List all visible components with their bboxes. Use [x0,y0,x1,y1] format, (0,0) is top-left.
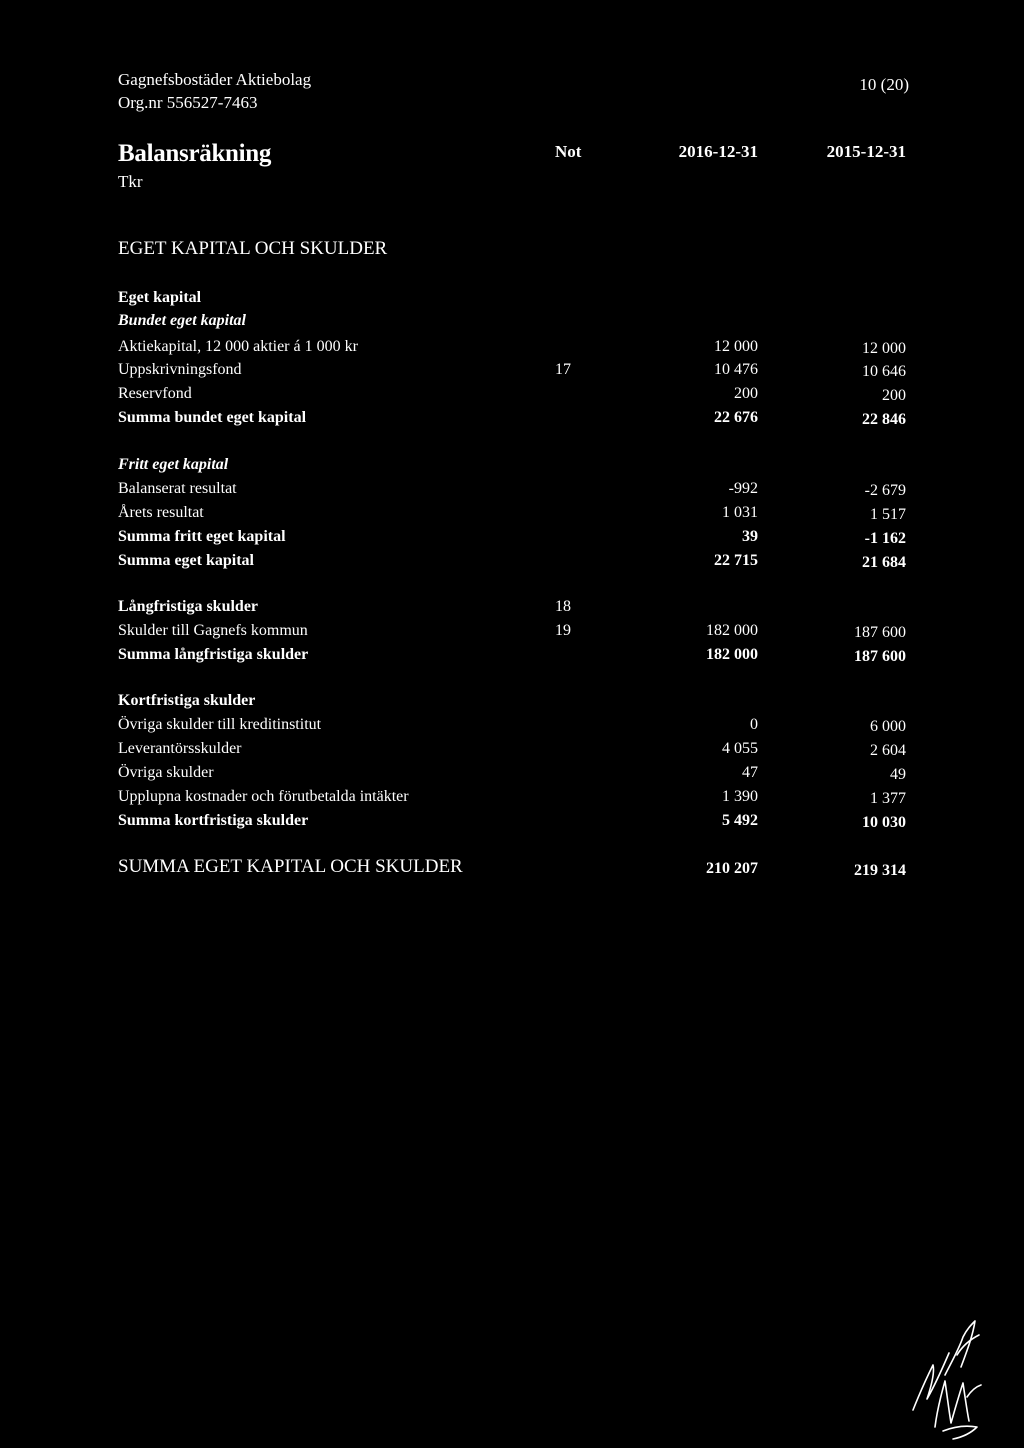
row-value-2015: 187 600 [854,624,906,641]
heading-langfristiga: Långfristiga skulder [118,598,259,615]
row-label: Summa bundet eget kapital [118,409,307,426]
row-value-2016: 47 [742,764,758,781]
company-name: Gagnefsbostäder Aktiebolag [118,70,312,89]
row-value-2016: 1 031 [722,504,758,521]
page-number: 10 (20) [859,75,909,94]
total-label: SUMMA EGET KAPITAL OCH SKULDER [118,856,463,877]
row-value-2016: 182 000 [706,646,758,663]
row-value-2016: 200 [734,385,758,402]
row-label: Uppskrivningsfond [118,361,242,378]
row-label: Årets resultat [118,504,204,521]
row-value-2015: 12 000 [862,340,906,357]
row-value-2015: -2 679 [864,482,906,499]
subheading-fritt: Fritt eget kapital [118,456,229,473]
row-value-2015: -1 162 [864,530,906,547]
row-label: Övriga skulder [118,764,214,781]
row-value-2015: 1 517 [870,506,906,523]
row-label: Leverantörsskulder [118,740,242,757]
total-value-2016: 210 207 [706,860,758,877]
row-label: Reservfond [118,385,192,402]
row-note: 19 [555,622,571,639]
unit-label: Tkr [118,172,143,191]
row-value-2015: 22 846 [862,411,906,428]
row-value-2015: 2 604 [870,742,906,759]
row-note: 18 [555,598,571,615]
row-value-2016: 5 492 [722,812,758,829]
col-header-2015: 2015-12-31 [826,142,906,161]
row-label: Skulder till Gagnefs kommun [118,622,308,639]
row-label: Summa långfristiga skulder [118,646,309,663]
col-header-2016: 2016-12-31 [678,142,758,161]
col-header-not: Not [555,142,582,161]
row-value-2016: 0 [750,716,758,733]
row-value-2015: 49 [890,766,906,783]
section-title: EGET KAPITAL OCH SKULDER [118,238,388,259]
row-label: Övriga skulder till kreditinstitut [118,716,322,733]
row-note: 17 [555,361,571,378]
row-value-2015: 1 377 [870,790,906,807]
row-value-2016: 4 055 [722,740,758,757]
row-value-2016: 1 390 [722,788,758,805]
row-value-2016: 22 715 [714,552,758,569]
heading-kortfristiga: Kortfristiga skulder [118,692,256,709]
page-title: Balansräkning [118,140,272,167]
row-value-2015: 187 600 [854,648,906,665]
row-value-2016: -992 [728,480,758,497]
row-value-2015: 6 000 [870,718,906,735]
row-value-2016: 39 [742,528,758,545]
total-value-2015: 219 314 [854,862,906,879]
row-value-2015: 200 [882,387,906,404]
row-label: Aktiekapital, 12 000 aktier á 1 000 kr [118,338,358,355]
row-label: Summa eget kapital [118,552,254,569]
row-value-2015: 10 030 [862,814,906,831]
subheading-bundet: Bundet eget kapital [118,312,246,329]
signature-initials-icon [905,1315,990,1440]
row-value-2016: 22 676 [714,409,758,426]
row-label: Summa kortfristiga skulder [118,812,309,829]
row-label: Balanserat resultat [118,480,237,497]
row-value-2015: 21 684 [862,554,906,571]
row-value-2016: 182 000 [706,622,758,639]
row-value-2015: 10 646 [862,363,906,380]
row-value-2016: 10 476 [714,361,758,378]
heading-eget-kapital: Eget kapital [118,289,202,306]
org-number: Org.nr 556527-7463 [118,93,258,112]
row-label: Upplupna kostnader och förutbetalda intäkter [118,788,409,805]
row-value-2016: 12 000 [714,338,758,355]
row-label: Summa fritt eget kapital [118,528,286,545]
